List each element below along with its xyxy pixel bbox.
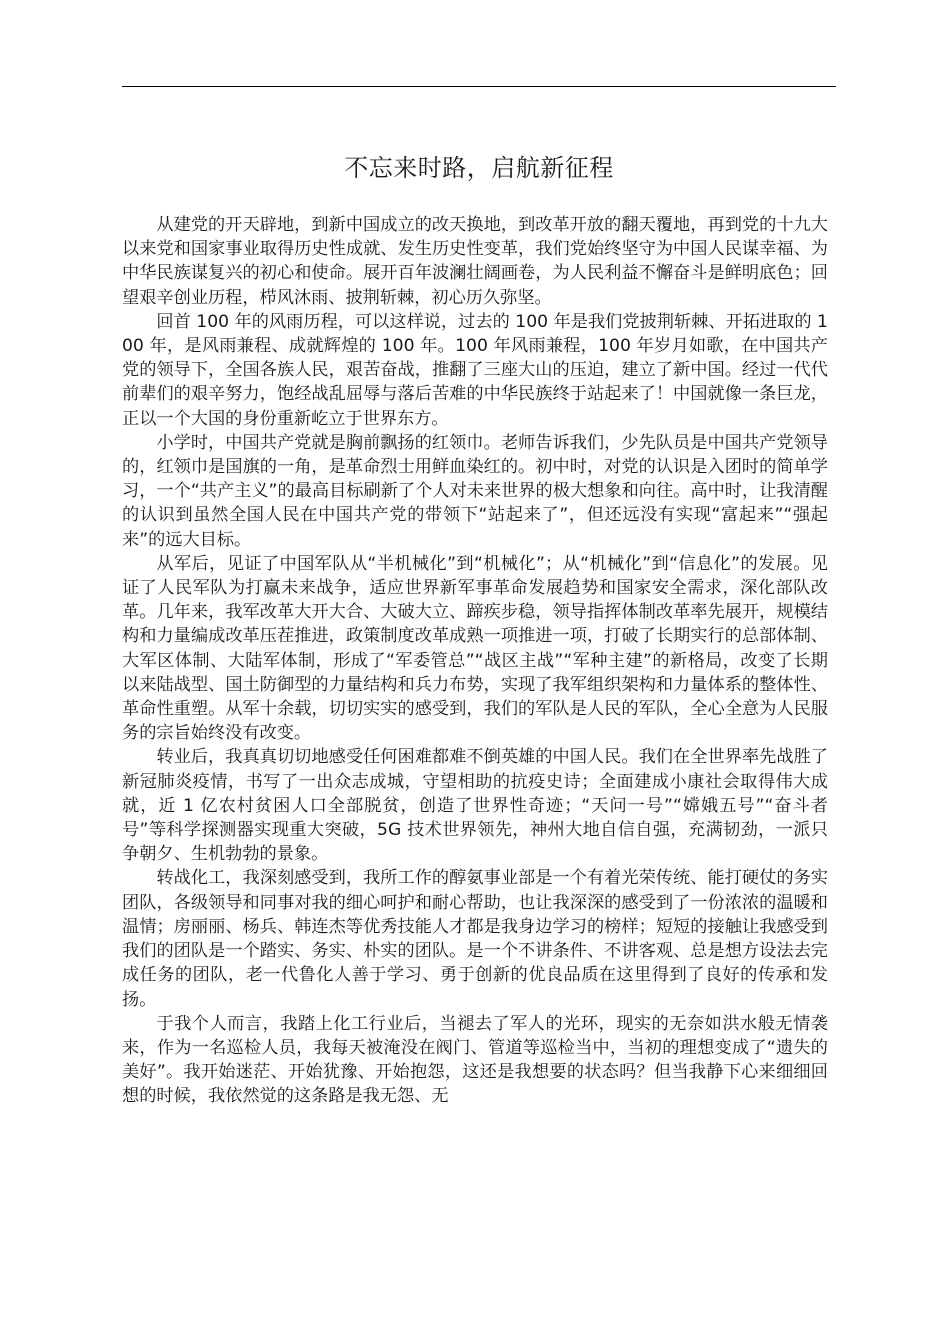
paragraph-7: 于我个人而言，我踏上化工行业后，当褪去了军人的光环，现实的无奈如洪水般无情袭来，作为一名巡检人员，我每天被淹没在阀门、管道等巡检当中，当初的理想变成了“遗失的美好”。我开始迷茫、开始犹豫、开始抱怨，这还是我想要的状态吗？但当我静下心来细细回想的时候，我依然觉的这条路是我无怨、无	[122, 1013, 828, 1107]
paragraph-6: 转战化工，我深刻感受到，我所工作的醇氨事业部是一个有着光荣传统、能打硬仗的务实团队，各级领导和同事对我的细心呵护和耐心帮助，也让我深深的感受到了一份浓浓的温暖和温情；房丽丽、杨兵、韩连杰等优秀技能人才都是我身边学习的榜样；短短的接触让我感受到我们的团队是一个踏实、务实、朴实的团队。是一个不讲条件、不讲客观、总是想方设法去完成任务的团队，老一代鲁化人善于学习、勇于创新的优良品质在这里得到了良好的传承和发扬。	[122, 868, 828, 1010]
paragraph-5: 转业后，我真真切切地感受任何困难都难不倒英雄的中国人民。我们在全世界率先战胜了新冠肺炎疫情，书写了一出众志成城，守望相助的抗疫史诗；全面建成小康社会取得伟大成就，近 1 亿农村贫困人口全部脱贫，创造了世界性奇迹；“天问一号”“嫦娥五号”“奋斗者号”等科学探测器实现重大突破，5G 技术世界领先，神州大地自信自强，充满韧劲，一派只争朝夕、生机勃勃的景象。	[122, 747, 828, 865]
header-rule	[122, 86, 836, 87]
page-title: 不忘来时路，启航新征程	[344, 154, 614, 182]
paragraph-1: 从建党的开天辟地，到新中国成立的改天换地，到改革开放的翻天覆地，再到党的十九大以来党和国家事业取得历史性成就、发生历史性变革，我们党始终坚守为中国人民谋幸福、为中华民族谋复兴的初心和使命。展开百年波澜壮阔画卷，为人民利益不懈奋斗是鲜明底色；回望艰辛创业历程，栉风沐雨、披荆斩棘，初心历久弥坚。	[122, 215, 828, 308]
paragraph-4: 从军后，见证了中国军队从“半机械化”到“机械化”；从“机械化”到“信息化”的发展。见证了人民军队为打赢未来战争，适应世界新军事革命发展趋势和国家安全需求，深化部队改革。几年来，我军改革大开大合、大破大立、蹄疾步稳，领导指挥体制改革率先展开，规模结构和力量编成改革压茬推进，政策制度改革成熟一项推进一项，打破了长期实行的总部体制、大军区体制、大陆军体制，形成了“军委管总”“战区主战”“军种主建”的新格局，改变了长期以来陆战型、国土防御型的力量结构和兵力布势，实现了我军组织架构和力量体系的整体性、革命性重塑。从军十余载，切切实实的感受到，我们的军队是人民的军队，全心全意为人民服务的宗旨始终没有改变。	[122, 553, 828, 744]
paragraph-2: 回首 100 年的风雨历程，可以这样说，过去的 100 年是我们党披荆斩棘、开拓进取的 100 年，是风雨兼程、成就辉煌的 100 年。100 年风雨兼程，100 年岁月如歌，在中国共产党的领导下，全国各族人民，艰苦奋战，推翻了三座大山的压迫，建立了新中国。经过一代代前辈们的艰辛努力，饱经战乱屈辱与落后苦难的中华民族终于站起来了！中国就像一条巨龙，正以一个大国的身份重新屹立于世界东方。	[122, 311, 828, 429]
paragraph-3: 小学时，中国共产党就是胸前飘扬的红领巾。老师告诉我们，少先队员是中国共产党领导的，红领巾是国旗的一角，是革命烈士用鲜血染红的。初中时，对党的认识是入团时的简单学习，一个“共产主义”的最高目标刷新了个人对未来世界的极大想象和向往。高中时，让我清醒的认识到虽然全国人民在中国共产党的带领下“站起来了”，但还远没有实现“富起来”“强起来”的远大目标。	[122, 432, 828, 550]
document-body	[122, 213, 828, 1109]
